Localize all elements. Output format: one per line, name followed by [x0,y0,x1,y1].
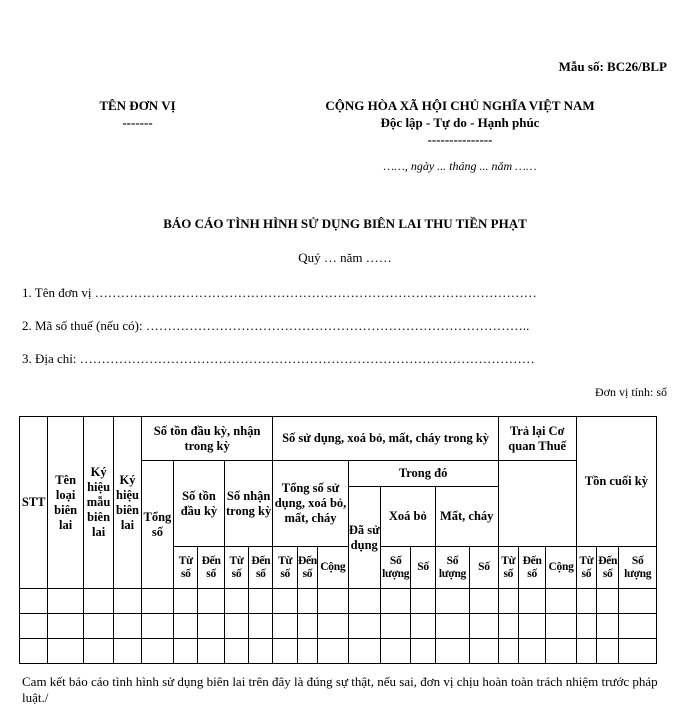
col-cancelled-no: Số [411,547,435,589]
group-opening-received: Số tồn đầu kỳ, nhận trong kỳ [141,417,273,461]
col-lost-burned: Mất, cháy [435,487,498,547]
col-opening-from: Từ số [174,547,198,589]
returned-blank [498,461,576,547]
col-receipt-symbol: Ký hiệu biên lai [114,417,141,589]
unit-note: Đơn vị tính: số [594,385,667,399]
unit-underline: ------- [122,115,153,130]
col-returned-to: Đến số [518,547,545,589]
col-total-used: Tổng số sử dụng, xoá bỏ, mất, cháy [273,461,348,547]
col-opening: Số tồn đầu kỳ [174,461,225,547]
col-used: Đã sử dụng [348,487,380,589]
col-used-sum: Cộng [318,547,348,589]
motto: Độc lập - Tự do - Hạnh phúc [380,115,540,130]
col-receipt-type-name: Tên loại biên lai [48,417,83,589]
col-returned-sum: Cộng [546,547,576,589]
table-row [20,614,657,639]
group-closing: Tồn cuối kỳ [576,417,656,547]
col-closing-from: Từ số [576,547,596,589]
col-lost-qty: Số lượng [435,547,469,589]
col-total: Tổng số [141,461,173,589]
report-period: Quý … năm …… [298,250,392,265]
col-closing-qty: Số lượng [619,547,657,589]
group-used-cancelled: Số sử dụng, xoá bỏ, mất, cháy trong kỳ [273,417,498,461]
field-address: 3. Địa chỉ: …………………………………………………………………………………………… [22,351,535,366]
usage-report-table [19,416,657,664]
table-row [20,589,657,614]
right-header [290,98,630,148]
col-stt: STT [20,417,48,589]
col-of-which: Trong đó [348,461,498,487]
left-header [60,98,215,131]
col-closing-to: Đến số [597,547,619,589]
col-returned-from: Từ số [498,547,518,589]
unit-name: TÊN ĐƠN VỊ [99,98,176,113]
field-unit-name: 1. Tên đơn vị ………………………………………………………………………………………… [22,285,537,300]
col-lost-no: Số [470,547,498,589]
form-code: Mẫu số: BC26/BLP [558,59,667,74]
col-opening-to: Đến số [198,547,224,589]
commitment-note: Cam kết báo cáo tình hình sử dụng biên lai trên đây là đúng sự thật, nếu sai, đơn vị chịu hoàn toàn trách nhiệm trước pháp luật./ [22,674,658,705]
col-cancelled: Xoá bỏ [380,487,435,547]
col-cancelled-qty: Số lượng [380,547,410,589]
nation-title: CỘNG HÒA XÃ HỘI CHỦ NGHĨA VIỆT NAM [325,98,595,113]
col-form-symbol: Ký hiệu mẫu biên lai [83,417,113,589]
col-received-from: Từ số [224,547,248,589]
group-returned: Trả lại Cơ quan Thuế [498,417,576,461]
col-used-to: Đến số [297,547,317,589]
col-used-from: Từ số [273,547,297,589]
date-line: ……, ngày ... tháng ... năm …… [383,159,537,173]
col-received: Số nhận trong kỳ [224,461,273,547]
col-received-to: Đến số [249,547,273,589]
table-row [20,639,657,664]
report-title: BÁO CÁO TÌNH HÌNH SỬ DỤNG BIÊN LAI THU TIỀN PHẠT [163,216,527,231]
field-tax-code: 2. Mã số thuế (nếu có): …………………………………………………………………………….. [22,318,530,333]
motto-underline: --------------- [427,132,493,147]
